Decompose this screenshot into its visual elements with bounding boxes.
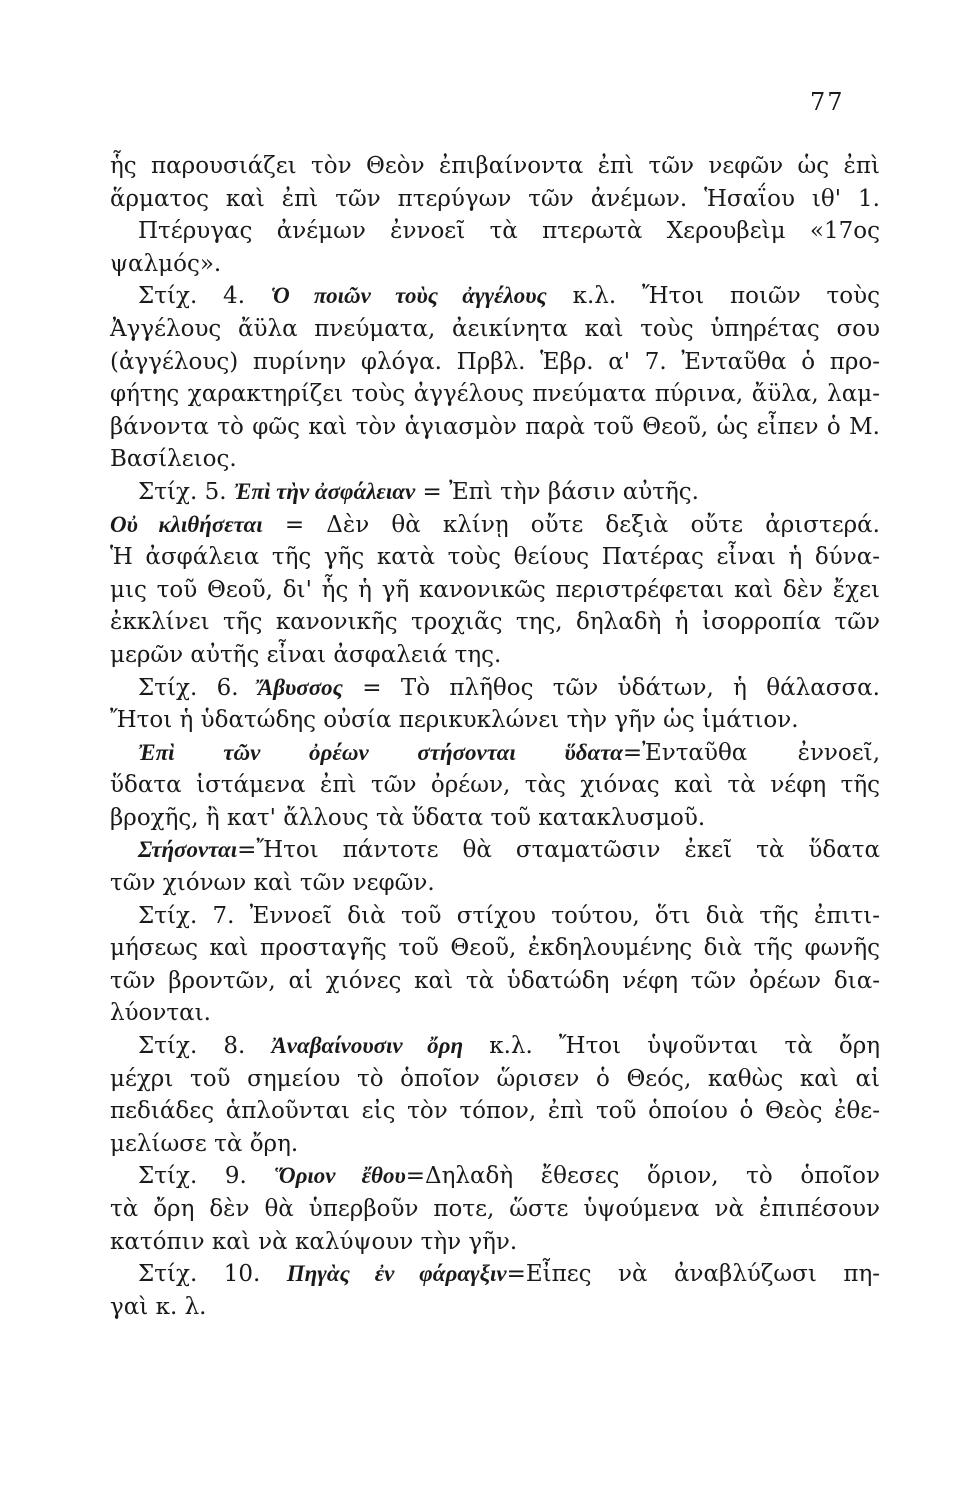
lemma-heading: Ἐπὶ τῶν ὀρέων στήσονται ὕδατα xyxy=(138,739,623,765)
text-segment: βροχῆς, ἢ κατ' ἄλλους τὰ ὕδατα τοῦ κατακλυσμοῦ. xyxy=(110,804,706,831)
text-segment: Στίχ. 7. Ἐννοεῖ διὰ τοῦ στίχου τούτου, ὅτι διὰ τῆς ἐπιτι- xyxy=(138,902,880,929)
text-segment: =Ἤτοι πάντοτε θὰ σταματῶσιν ἐκεῖ τὰ ὕδατα xyxy=(237,837,880,864)
text-line xyxy=(110,900,880,933)
text-line xyxy=(110,248,880,281)
text-line xyxy=(110,215,880,248)
text-line xyxy=(110,867,880,900)
text-line xyxy=(110,541,880,574)
text-segment: Ἡ ἀσφάλεια τῆς γῆς κατὰ τοὺς θείους Πατέρας εἶναι ἡ δύνα- xyxy=(110,544,880,571)
lemma-heading: Ὅριον ἔθου xyxy=(274,1163,406,1189)
lemma-heading: Ἄβυσσος xyxy=(257,674,343,700)
text-line xyxy=(110,672,880,705)
text-segment: κατόπιν καὶ νὰ καλύψουν τὴν γῆν. xyxy=(110,1228,518,1255)
text-segment: Στίχ. 10. xyxy=(138,1261,287,1288)
text-line xyxy=(110,411,880,444)
text-segment: μήσεως καὶ προσταγῆς τοῦ Θεοῦ, ἐκδηλουμένης διὰ τῆς φωνῆς xyxy=(110,935,880,962)
text-segment: ψαλμός». xyxy=(110,250,222,277)
text-segment: =Εἶπες νὰ ἀναβλύζωσι πη- xyxy=(506,1261,880,1288)
lemma-heading: Οὐ κλιθήσεται xyxy=(110,511,263,537)
text-line xyxy=(110,1226,880,1259)
text-segment: ἧς παρουσιάζει τὸν Θεὸν ἐπιβαίνοντα ἐπὶ τῶν νεφῶν ὡς ἐπὶ xyxy=(110,153,880,179)
text-line xyxy=(110,769,880,802)
text-line xyxy=(110,802,880,835)
text-segment: Στίχ. 8. xyxy=(138,1033,272,1060)
text-line xyxy=(110,965,880,998)
text-segment: Στίχ. 6. xyxy=(138,674,258,701)
text-segment: μερῶν αὐτῆς εἶναι ἀσφαλειά της. xyxy=(110,641,502,668)
text-line xyxy=(110,997,880,1030)
lemma-heading: Ἐπὶ τὴν ἀσφάλειαν xyxy=(233,478,416,504)
text-segment: ἐκκλίνει τῆς κανονικῆς τροχιᾶς της, δηλαδὴ ἡ ἰσορροπία τῶν xyxy=(110,609,880,636)
text-line xyxy=(110,574,880,607)
text-segment: = Τὸ πλῆθος τῶν ὑδάτων, ἡ θάλασσα. xyxy=(342,674,880,701)
text-line xyxy=(110,606,880,639)
text-line xyxy=(110,280,880,313)
text-line xyxy=(110,932,880,965)
text-line xyxy=(110,737,880,770)
text-segment: ὕδατα ἱστάμενα ἐπὶ τῶν ὀρέων, τὰς χιόνας καὶ τὰ νέφη τῆς xyxy=(110,772,880,799)
text-line xyxy=(110,1030,880,1063)
text-segment: Στίχ. 5. xyxy=(138,478,234,505)
text-line xyxy=(110,1193,880,1226)
text-segment: Ἀγγέλους ἄϋλα πνεύματα, ἀεικίνητα καὶ τοὺς ὑπηρέτας σου xyxy=(110,315,880,342)
text-segment: Ἤτοι ἡ ὑδατώδης οὐσία περικυκλώνει τὴν γῆν ὡς ἱμάτιον. xyxy=(110,707,799,734)
text-line xyxy=(110,1128,880,1161)
text-segment: =Δηλαδὴ ἔθεσες ὅριον, τὸ ὁποῖον xyxy=(405,1163,881,1190)
text-segment: κ.λ. Ἤτοι ποιῶν τοὺς xyxy=(546,283,880,310)
page-number: 77 xyxy=(810,88,845,116)
text-line xyxy=(110,313,880,346)
text-segment: = Ἐπὶ τὴν βάσιν αὐτῆς. xyxy=(415,478,699,505)
lemma-heading: Πηγὰς ἐν φάραγξιν xyxy=(286,1261,507,1287)
text-line xyxy=(110,443,880,476)
lemma-heading: Ἀναβαίνουσιν ὄρη xyxy=(271,1033,464,1059)
text-segment: = Δὲν θὰ κλίνῃ οὔτε δεξιὰ οὔτε ἀριστερά. xyxy=(262,511,880,538)
text-segment: Πτέρυγας ἀνέμων ἐννοεῖ τὰ πτερωτὰ Χερουβεὶμ «17ος xyxy=(138,218,880,245)
text-line xyxy=(110,1160,880,1193)
text-segment: μελίωσε τὰ ὄρη. xyxy=(110,1130,299,1157)
text-line xyxy=(110,1258,880,1291)
text-segment: (ἀγγέλους) πυρίνην φλόγα. Πρβλ. Ἑβρ. α' 7. Ἐνταῦθα ὁ προ- xyxy=(110,348,880,375)
text-line xyxy=(110,704,880,737)
text-segment: βάνοντα τὸ φῶς καὶ τὸν ἁγιασμὸν παρὰ τοῦ Θεοῦ, ὡς εἶπεν ὁ Μ. xyxy=(110,413,880,440)
text-segment: Στίχ. 4. xyxy=(138,283,271,310)
text-segment: κ.λ. Ἤτοι ὑψοῦνται τὰ ὄρη xyxy=(463,1033,881,1060)
lemma-heading: Ὁ ποιῶν τοὺς ἀγγέλους xyxy=(270,283,547,309)
text-line xyxy=(110,183,880,216)
text-line xyxy=(110,1095,880,1128)
text-segment: ἅρματος καὶ ἐπὶ τῶν πτερύγων τῶν ἀνέμων. Ἡσαΐου ιθ' 1. xyxy=(110,185,880,212)
text-line xyxy=(110,509,880,542)
text-line xyxy=(110,378,880,411)
lemma-heading: Στήσονται xyxy=(138,837,238,863)
text-line xyxy=(110,1063,880,1096)
text-segment: πεδιάδες ἁπλοῦνται εἰς τὸν τόπον, ἐπὶ τοῦ ὁποίου ὁ Θεὸς ἐθε- xyxy=(110,1098,880,1125)
body-text xyxy=(110,150,880,1323)
text-segment: τῶν χιόνων καὶ τῶν νεφῶν. xyxy=(110,870,435,897)
text-segment: =Ἐνταῦθα ἐννοεῖ, xyxy=(622,739,881,766)
text-line xyxy=(110,1291,880,1324)
text-segment: μις τοῦ Θεοῦ, δι' ἧς ἡ γῆ κανονικῶς περιστρέφεται καὶ δὲν ἔχει xyxy=(110,576,880,603)
text-line xyxy=(110,476,880,509)
text-segment: μέχρι τοῦ σημείου τὸ ὁποῖον ὥρισεν ὁ Θεός, καθὼς καὶ αἱ xyxy=(110,1065,880,1092)
text-line xyxy=(110,150,880,183)
text-segment: γαὶ κ. λ. xyxy=(110,1293,207,1320)
text-line xyxy=(110,639,880,672)
text-segment: φήτης χαρακτηρίζει τοὺς ἀγγέλους πνεύματα πύρινα, ἄϋλα, λαμ- xyxy=(110,381,880,408)
text-line xyxy=(110,346,880,379)
text-segment: λύονται. xyxy=(110,1000,211,1027)
text-segment: τὰ ὄρη δὲν θὰ ὑπερβοῦν ποτε, ὥστε ὑψούμενα νὰ ἐπιπέσουν xyxy=(110,1196,880,1222)
text-segment: Στίχ. 9. xyxy=(138,1163,275,1190)
text-line xyxy=(110,834,880,867)
text-segment: Βασίλειος. xyxy=(110,446,237,473)
text-segment: τῶν βροντῶν, αἱ χιόνες καὶ τὰ ὑδατώδη νέφη τῶν ὀρέων δια- xyxy=(110,967,880,994)
